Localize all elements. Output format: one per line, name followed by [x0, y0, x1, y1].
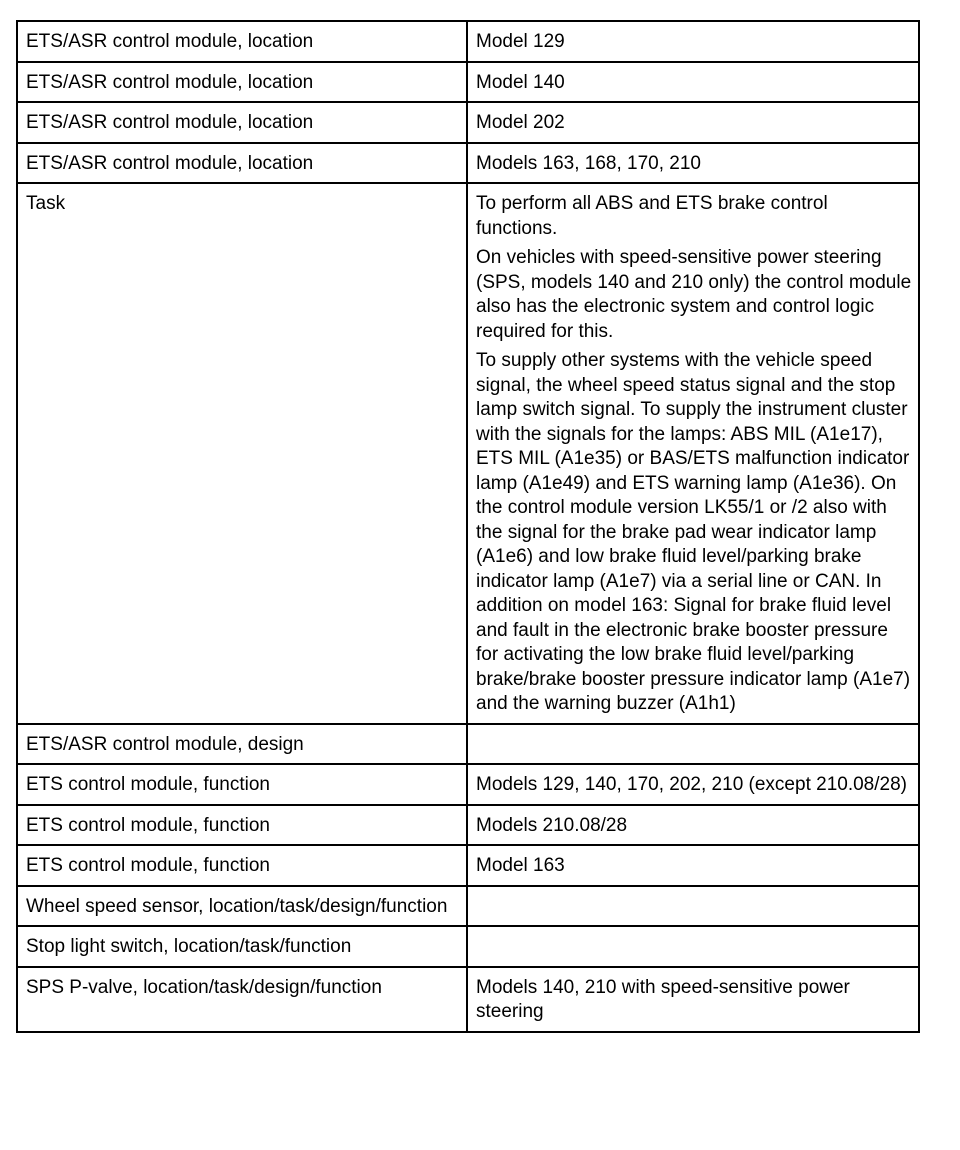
spec-table	[16, 20, 920, 1033]
table-row	[17, 845, 919, 886]
row-label: ETS control module, function	[17, 845, 467, 886]
table-row	[17, 967, 919, 1032]
row-value	[467, 926, 919, 967]
row-value: Model 129	[467, 21, 919, 62]
row-label: ETS/ASR control module, location	[17, 62, 467, 103]
task-paragraph: To perform all ABS and ETS brake control functions.	[476, 193, 828, 239]
row-value: Model 202	[467, 102, 919, 143]
table-row	[17, 183, 919, 724]
row-value	[467, 724, 919, 765]
row-label: Task	[17, 183, 467, 724]
table-row	[17, 886, 919, 927]
row-label: ETS control module, function	[17, 805, 467, 846]
table-row	[17, 143, 919, 184]
row-value	[467, 886, 919, 927]
row-label: SPS P-valve, location/task/design/function	[17, 967, 467, 1032]
row-value: Models 140, 210 with speed-sensitive power steering	[467, 967, 919, 1032]
row-label: ETS/ASR control module, location	[17, 143, 467, 184]
table-row	[17, 102, 919, 143]
row-value: Model 140	[467, 62, 919, 103]
row-label: ETS/ASR control module, location	[17, 21, 467, 62]
row-value	[467, 183, 919, 724]
table-row	[17, 805, 919, 846]
row-label: ETS/ASR control module, location	[17, 102, 467, 143]
row-value: Models 129, 140, 170, 202, 210 (except 210.08/28)	[467, 764, 919, 805]
row-label: Stop light switch, location/task/function	[17, 926, 467, 967]
row-label: ETS control module, function	[17, 764, 467, 805]
table-row	[17, 764, 919, 805]
row-value: Model 163	[467, 845, 919, 886]
table-row	[17, 724, 919, 765]
table-row	[17, 21, 919, 62]
task-paragraph: To supply other systems with the vehicle speed signal, the wheel speed status signal and the stop lamp switch signal. To supply the instrument cluster with the signals for the lamps: ABS MIL (A1e17), ETS MIL (A1e35) or BAS/ETS malfunction indicator lamp (A1e49) and ETS warning lamp (A1e36). On the control module version LK55/1 or /2 also with the signal for the brake pad wear indicator lamp (A1e6) and low brake fluid level/parking brake indicator lamp (A1e7) via a serial line or CAN. In addition on model 163: Signal for brake fluid level and fault in the electronic brake booster pressure for activating the low brake fluid level/parking brake/brake booster pressure indicator lamp (A1e7) and the warning buzzer (A1h1)	[476, 350, 911, 714]
table-row	[17, 62, 919, 103]
table-row	[17, 926, 919, 967]
row-value: Models 163, 168, 170, 210	[467, 143, 919, 184]
row-label: ETS/ASR control module, design	[17, 724, 467, 765]
row-label: Wheel speed sensor, location/task/design/function	[17, 886, 467, 927]
task-paragraph: On vehicles with speed-sensitive power steering (SPS, models 140 and 210 only) the control module also has the electronic system and control logic required for this.	[476, 247, 912, 342]
row-value: Models 210.08/28	[467, 805, 919, 846]
